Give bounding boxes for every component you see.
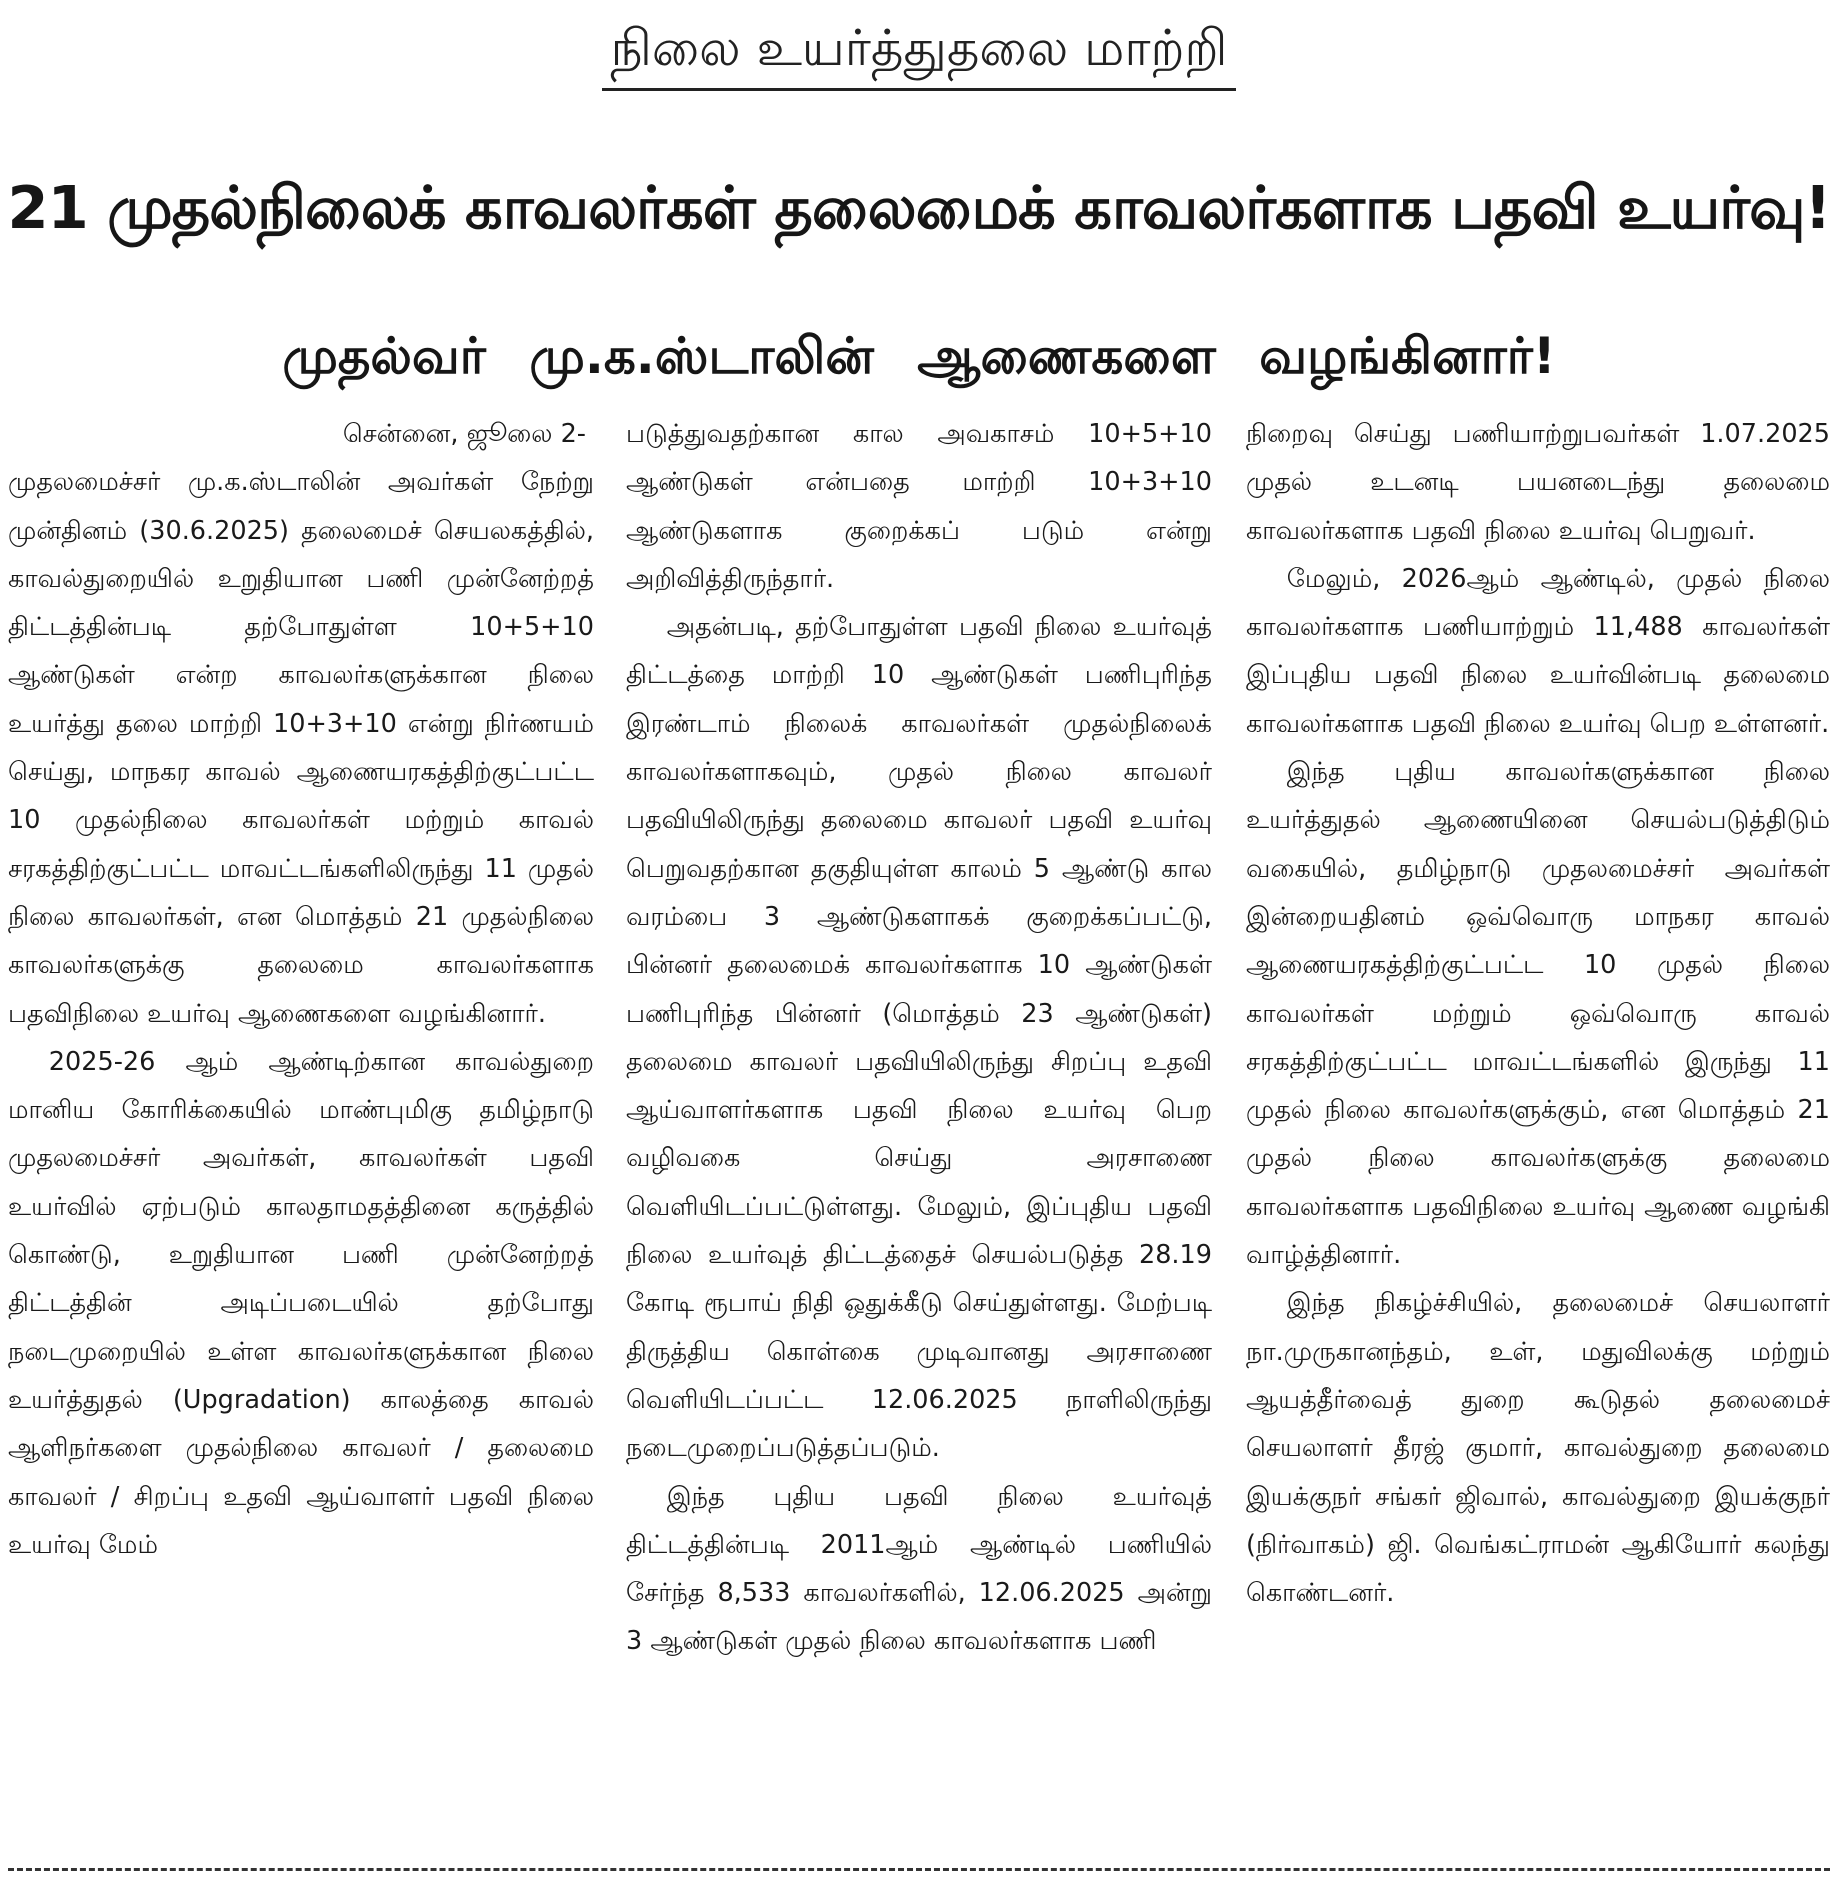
kicker-text: நிலை உயர்த்துதலை மாற்றி <box>602 8 1235 91</box>
paragraph: 2025-26 ஆம் ஆண்டிற்கான காவல்துறை மானிய கோரிக்கையில் மாண்புமிகு தமிழ்நாடு முதலமைச்சர் அவர்கள், காவலர்கள் பதவி உயர்வில் ஏற்படும் காலதாமதத்தினை கருத்தில் கொண்டு, உறுதியான பணி முன்னேற்றத் திட்டத்தின் அடிப்படையில் தற்போது நடைமுறையில் உள்ள காவலர்களுக்கான நிலை உயர்த்துதல் (Upgradation) காலத்தை காவல் ஆளிநர்களை முதல்நிலை காவலர் / தலைமை காவலர் / சிறப்பு உதவி ஆய்வாளர் பதவி நிலை உயர்வு மேம் <box>8 1046 594 1560</box>
paragraph: அதன்படி, தற்போதுள்ள பதவி நிலை உயர்வுத் திட்டத்தை மாற்றி 10 ஆண்டுகள் பணிபுரிந்த இரண்டாம் நிலைக் காவலர்கள் முதல்நிலைக் காவலர்களாகவும், முதல் நிலை காவலர் பதவியிலிருந்து தலைமை காவலர் பதவி உயர்வு பெறுவதற்கான தகுதியுள்ள காலம் 5 ஆண்டு கால வரம்பை 3 ஆண்டுகளாகக் குறைக்கப்பட்டு, பின்னர் தலைமைக் காவலர்களாக 10 ஆண்டுகள் பணிபுரிந்த பின்னர் (மொத்தம் 23 ஆண்டுகள்) தலைமை காவலர் பதவியிலிருந்து சிறப்பு உதவி ஆய்வாளர்களாக பதவி நிலை உயர்வு பெற வழிவகை செய்து அரசாணை வெளியிடப்பட்டுள்ளது. மேலும், இப்புதிய பதவி நிலை உயர்வுத் திட்டத்தைச் செயல்படுத்த 28.19 கோடி ரூபாய் நிதி ஒதுக்கீடு செய்துள்ளது. மேற்படி திருத்திய கொள்கை முடிவானது அரசாணை வெளியிடப்பட்ட 12.06.2025 நாளிலிருந்து நடைமுறைப்படுத்தப்படும். <box>626 612 1212 1464</box>
bottom-dashed-rule <box>8 1868 1830 1871</box>
subheadline: முதல்வர் மு.க.ஸ்டாலின் ஆணைகளை வழங்கினார்! <box>282 327 1556 385</box>
paragraph: மேலும், 2026ஆம் ஆண்டில், முதல் நிலை காவலர்களாக பணியாற்றும் 11,488 காவலர்கள் இப்புதிய பதவி நிலை உயர்வின்படி தலைமை காவலர்களாக பதவி நிலை உயர்வு பெற உள்ளனர். <box>1246 563 1830 739</box>
column-3 <box>1246 410 1830 1850</box>
kicker-title <box>0 8 1838 91</box>
paragraph: படுத்துவதற்கான கால அவகாசம் 10+5+10 ஆண்டுகள் என்பதை மாற்றி 10+3+10 ஆண்டுகளாக குறைக்கப் படும் என்று அறிவித்திருந்தார். <box>626 419 1212 594</box>
paragraph: இந்த புதிய பதவி நிலை உயர்வுத் திட்டத்தின்படி 2011ஆம் ஆண்டில் பணியில் சேர்ந்த 8,533 காவலர்களில், 12.06.2025 அன்று 3 ஆண்டுகள் முதல் நிலை காவலர்களாக பணி <box>626 1481 1212 1657</box>
dateline: சென்னை, ஜூலை 2- <box>342 419 586 449</box>
headline: 21 முதல்நிலைக் காவலர்கள் தலைமைக் காவலர்களாக பதவி உயர்வு! <box>7 173 1831 242</box>
column-1 <box>8 410 594 1850</box>
paragraph: நிறைவு செய்து பணியாற்றுபவர்கள் 1.07.2025 முதல் உடனடி பயனடைந்து தலைமை காவலர்களாக பதவி நிலை உயர்வு பெறுவர். <box>1246 419 1830 546</box>
paragraph: இந்த புதிய காவலர்களுக்கான நிலை உயர்த்துதல் ஆணையினை செயல்படுத்திடும் வகையில், தமிழ்நாடு முதலமைச்சர் அவர்கள் இன்றையதினம் ஒவ்வொரு மாநகர காவல் ஆணையரகத்திற்குட்பட்ட 10 முதல் நிலை காவலர்கள் மற்றும் ஒவ்வொரு காவல் சரகத்திற்குட்பட்ட மாவட்டங்களில் இருந்து 11 முதல் நிலை காவலர்களுக்கும், என மொத்தம் 21 முதல் நிலை காவலர்களுக்கு தலைமை காவலர்களாக பதவிநிலை உயர்வு ஆணை வழங்கி வாழ்த்தினார். <box>1246 757 1830 1271</box>
paragraph: இந்த நிகழ்ச்சியில், தலைமைச் செயலாளர் நா.முருகானந்தம், உள், மதுவிலக்கு மற்றும் ஆயத்தீர்வைத் துறை கூடுதல் தலைமைச் செயலாளர் தீரஜ் குமார், காவல்துறை தலைமை இயக்குநர் சங்கர் ஜிவால், காவல்துறை இயக்குநர் (நிர்வாகம்) ஜி. வெங்கட்ராமன் ஆகியோர் கலந்து கொண்டனர். <box>1246 1288 1830 1609</box>
column-2 <box>626 410 1212 1850</box>
paragraph: முதலமைச்சர் மு.க.ஸ்டாலின் அவர்கள் நேற்று முன்தினம் (30.6.2025) தலைமைச் செயலகத்தில், காவல்துறையில் உறுதியான பணி முன்னேற்றத் திட்டத்தின்படி தற்போதுள்ள 10+5+10 ஆண்டுகள் என்ற காவலர்களுக்கான நிலை உயர்த்து தலை மாற்றி 10+3+10 என்று நிர்ணயம் செய்து, மாநகர காவல் ஆணையரகத்திற்குட்பட்ட 10 முதல்நிலை காவலர்கள் மற்றும் காவல் சரகத்திற்குட்பட்ட மாவட்டங்களிலிருந்து 11 முதல் நிலை காவலர்கள், என மொத்தம் 21 முதல்நிலை காவலர்களுக்கு தலைமை காவலர்களாக பதவிநிலை உயர்வு ஆணைகளை வழங்கினார். <box>8 467 594 1029</box>
